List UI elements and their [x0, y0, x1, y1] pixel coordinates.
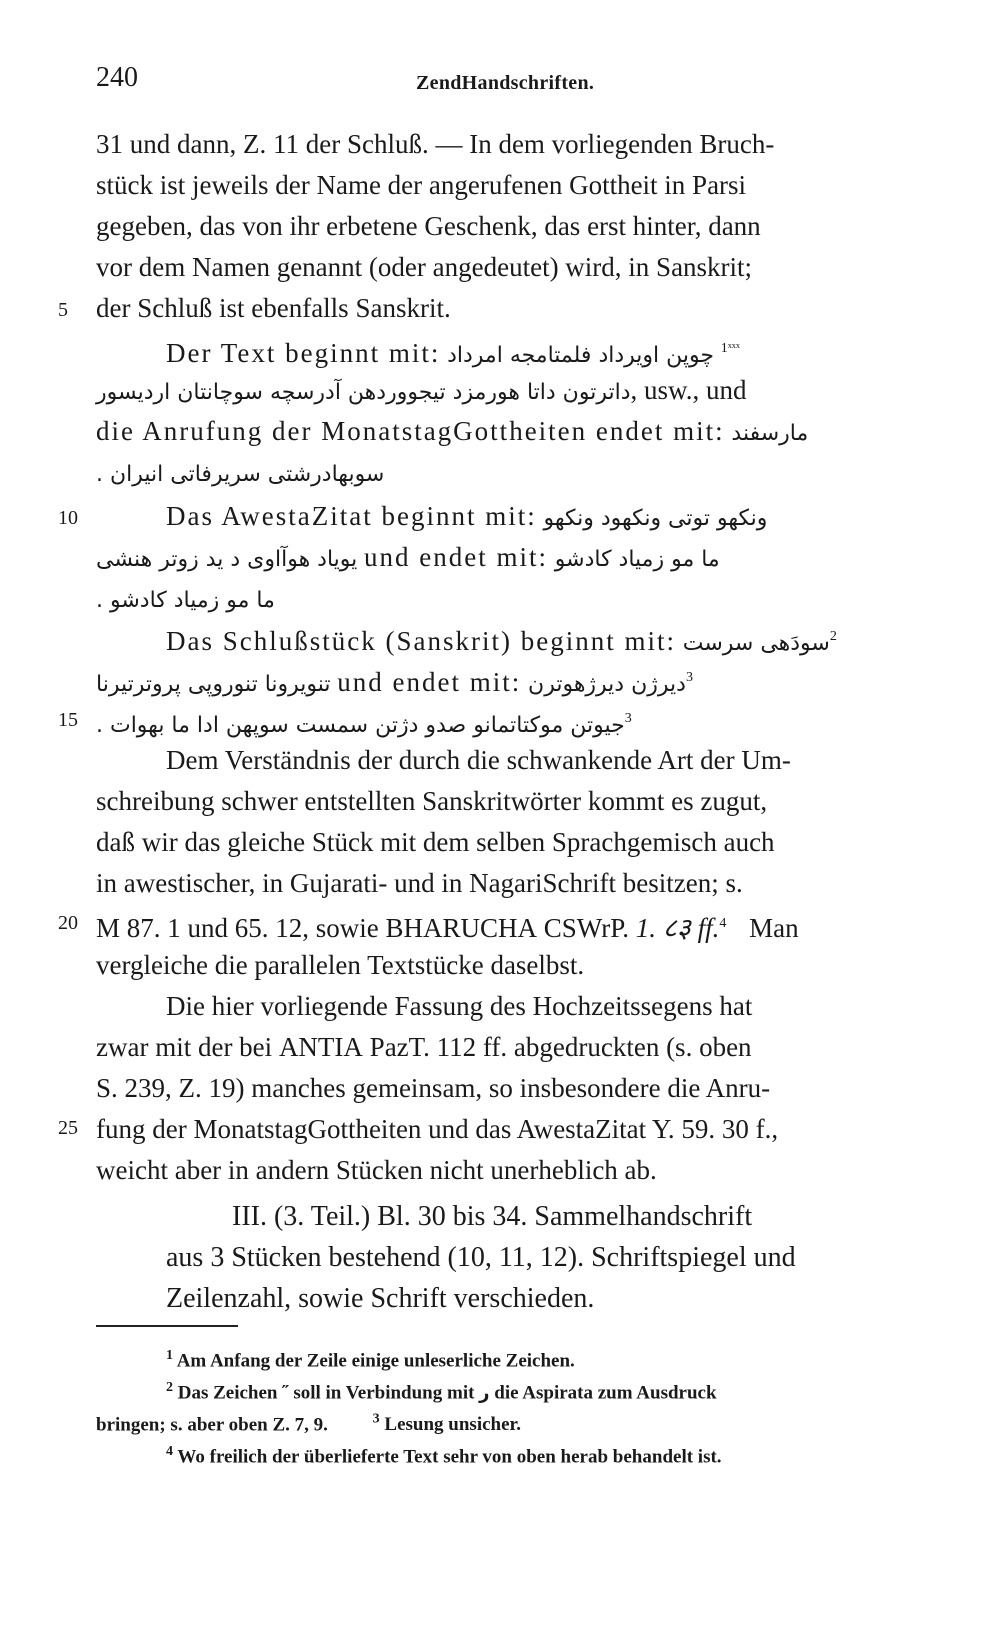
pahlavi-script-text: ما مو زمیاد کادشو . [96, 588, 275, 613]
text-fragment: usw., und [644, 375, 747, 405]
text-line: داترتون داتا هورمزد تیجوورده‍ن آدرسچه سوچانتان اردیسور, usw., und [96, 375, 747, 405]
pahlavi-script-text: سوبهادرشتی سریرفاتی انیران . [96, 462, 385, 487]
line-number: 5 [58, 299, 68, 321]
text-fragment: und endet mit: [364, 542, 549, 572]
text-line [96, 578, 936, 621]
footnote-marker: 1 [720, 341, 728, 356]
pahlavi-script-text: داترتون داتا هورمزد تیجوورده‍ن آدرسچه سوچانتان اردیسور [96, 380, 631, 405]
illegible-signs: ˣˣˣ [727, 341, 740, 356]
text-fragment: zwar mit der bei [96, 1032, 273, 1062]
text-line: vor dem Namen genannt (oder angedeutet) wird, in Sanskrit; [96, 252, 753, 282]
line-number: 25 [58, 1117, 78, 1139]
text-line [96, 496, 936, 539]
text-fragment: CSWrP. [543, 913, 629, 943]
text-fragment: Das AwestaZitat beginnt mit: [166, 501, 537, 531]
pahlavi-script-text: سودَهی سرست [682, 631, 830, 656]
line-number: 15 [58, 709, 78, 731]
footnote-text: bringen; s. aber oben Z. 7, 9. [96, 1414, 328, 1436]
footnote-text: Das Zeichen [177, 1382, 278, 1404]
footnote-marker: 1 [166, 1348, 173, 1363]
text-line [96, 1027, 936, 1067]
line-number: 10 [58, 507, 78, 529]
text-fragment: 1. ८३ ff. [635, 913, 720, 943]
text-line [96, 411, 936, 454]
footnote-text: Lesung unsicher. [384, 1414, 521, 1436]
text-line: aus 3 Stücken bestehend (10, 11, 12). Schriftspiegel und [166, 1242, 796, 1273]
footnote-text: Wo freilich der überlieferte Text sehr von oben herab behandelt ist. [177, 1446, 722, 1468]
running-title: ZendHandschriften. [416, 72, 595, 94]
author-name: ANTIA [278, 1032, 363, 1062]
text-fragment: PazT. 112 ff. abgedruckten (s. oben [369, 1032, 752, 1062]
text-line [96, 904, 936, 948]
text-fragment: Der Text beginnt mit: [166, 338, 441, 368]
text-fragment: die Anrufung der MonatstagGottheiten endet mit: [96, 416, 725, 446]
text-line: 31 und dann, Z. 11 der Schluß. — In dem vorliegenden Bruch- [96, 129, 775, 159]
pahlavi-script-text: یوياد هوآاوی د ید زوتر هنشی [96, 547, 358, 572]
footnote-marker: 3 [372, 1412, 380, 1427]
text-line: Zeilenzahl, sowie Schrift verschieden. [166, 1283, 595, 1314]
text-line [96, 658, 936, 705]
script-sign: ﺭ [479, 1382, 490, 1404]
text-line: gegeben, das von ihr erbetene Geschenk, das erst hinter, dann [96, 211, 761, 241]
footnote-marker: 2 [829, 629, 837, 644]
text-fragment: Das Schlußstück (Sanskrit) beginnt mit: [166, 626, 676, 656]
text-line: daß wir das gleiche Stück mit dem selben Sprachgemisch auch [96, 827, 775, 857]
footnote-text: die Aspirata zum Ausdruck [494, 1382, 717, 1404]
text-line: der Schluß ist ebenfalls Sanskrit. [96, 293, 451, 323]
footnote-marker: 4 [166, 1444, 173, 1459]
pahlavi-script-text: جیوتن موکتاتمانو صدو دژتن سمست سوپهن ادا ما بهوات . [96, 713, 625, 738]
page-header [96, 62, 926, 102]
pahlavi-script-text: ما مو زمیاد کادشو [554, 547, 720, 572]
text-line: vergleiche die parallelen Textstücke daselbst. [96, 950, 585, 980]
pahlavi-script-text: چوپن اویرداد فلمتامجه امرداد [447, 343, 714, 368]
footnote [96, 1436, 936, 1473]
text-line: in awestischer, in Gujarati- und in NagariSchrift besitzen; s. [96, 868, 743, 898]
text-line [96, 537, 936, 580]
text-line: stück ist jeweils der Name der angerufenen Gottheit in Parsi [96, 170, 747, 200]
footnote-text: soll in Verbindung mit [293, 1382, 475, 1404]
footnote-text: Am Anfang der Zeile einige unleserliche Zeichen. [176, 1350, 575, 1372]
text-line: S. 239, Z. 19) manches gemeinsam, so insbesondere die Anru- [96, 1073, 771, 1103]
text-fragment: M 87. 1 und 65. 12, sowie [96, 913, 379, 943]
pahlavi-script-text: ونکهو توتی ونکهود ونکهو [543, 506, 768, 531]
footnote-marker: 3 [685, 670, 693, 685]
line-number: 20 [58, 912, 78, 934]
diacritic-sign: ˝ [282, 1382, 289, 1404]
page-number: 240 [96, 62, 138, 93]
text-line [96, 699, 936, 746]
text-fragment: und endet mit: [337, 667, 522, 697]
text-line [96, 329, 936, 376]
text-line [96, 617, 936, 664]
footnote-marker: 3 [624, 711, 632, 726]
text-line: schreibung schwer entstellten Sanskritwörter kommt es zugut, [96, 786, 768, 816]
text-fragment: Man [749, 913, 799, 943]
pahlavi-script-text: دیرژن دیرژهوترن [528, 672, 686, 697]
footnote-rule [96, 1325, 238, 1327]
section-heading: III. (3. Teil.) Bl. 30 bis 34. Sammelhandschrift [232, 1201, 753, 1232]
text-line: Dem Verständnis der durch die schwankende Art der Um- [166, 745, 791, 775]
text-line: Die hier vorliegende Fassung des Hochzeitssegens hat [166, 991, 753, 1021]
pahlavi-script-text: تنویرونا تنوروپی پروترتیرنا [96, 672, 331, 697]
text-line: weicht aber in andern Stücken nicht unerheblich ab. [96, 1155, 657, 1185]
author-name: BHARUCHA [385, 913, 538, 943]
pahlavi-script-text: مارسفند [731, 421, 809, 446]
footnote-marker: 4 [719, 916, 727, 931]
text-line: fung der MonatstagGottheiten und das AwestaZitat Y. 59. 30 f., [96, 1114, 779, 1144]
text-line [96, 452, 936, 495]
footnote-marker: 2 [166, 1380, 173, 1395]
